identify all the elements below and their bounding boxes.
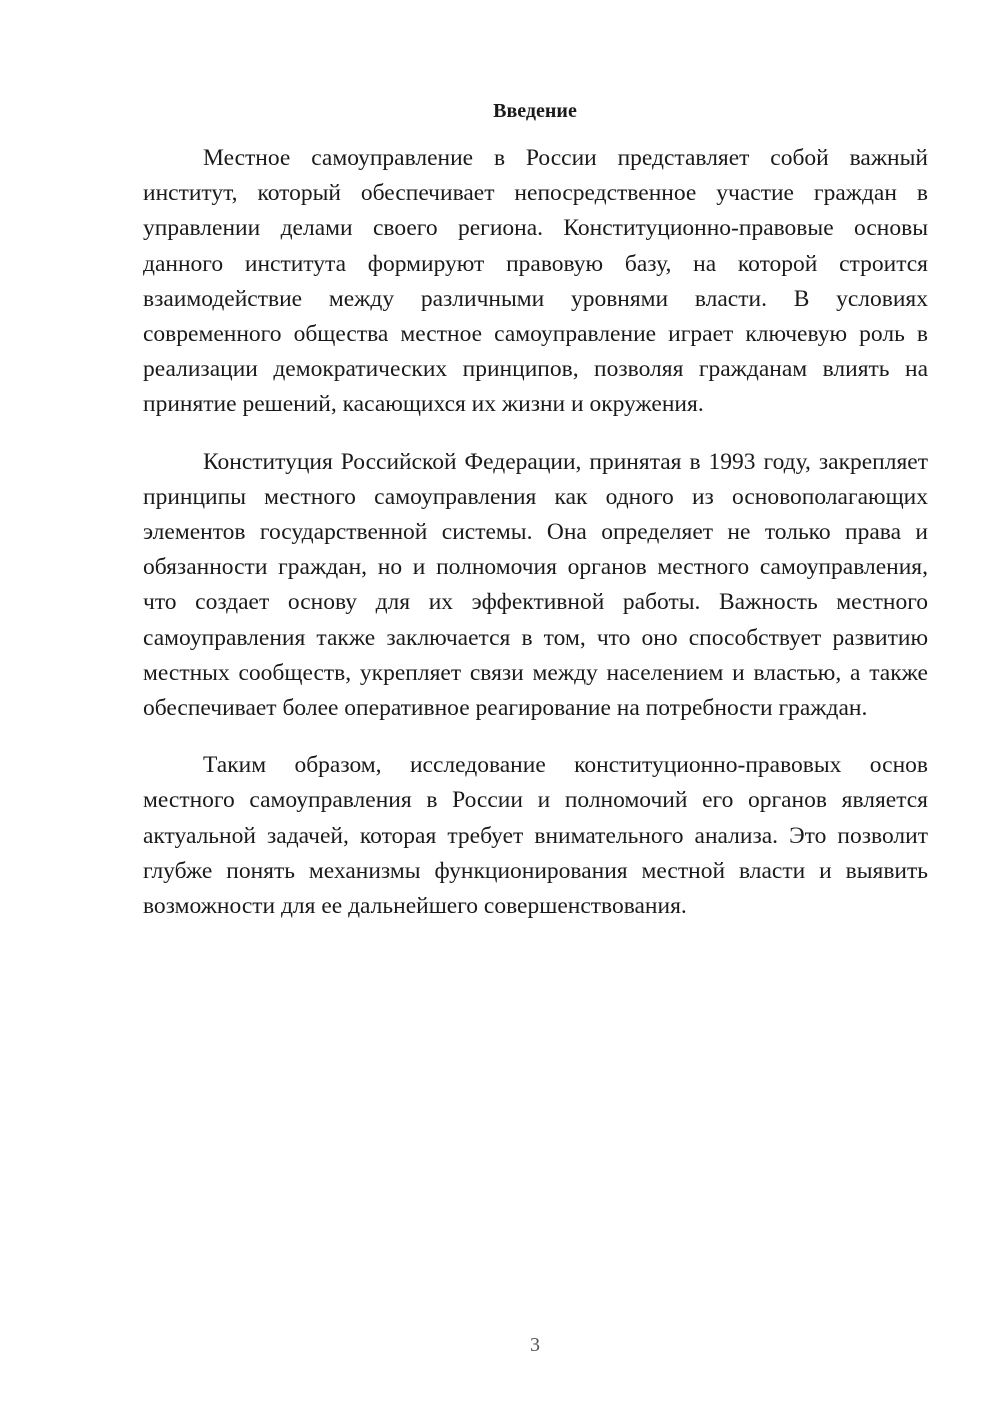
paragraph-2: Конституция Российской Федерации, принятая в 1993 году, закрепляет принципы местного самоуправления как одного из основополагающих элементов государственной системы. Она определяет не только права и обязанности граждан, но и полномочия органов местного самоуправления, что создает основу для их эффективной работы. Важность местного самоуправления также заключается в том, что оно способствует развитию местных сообществ, укрепляет связи между населением и властью, а также обеспечивает более оперативное реагирование на потребности граждан. bbox=[143, 448, 928, 722]
paragraph-1: Местное самоуправление в России представляет собой важный институт, который обеспечивает непосредственное участие граждан в управлении делами своего региона. Конституционно-правовые основы данного института формируют правовую базу, на которой строится взаимодействие между различными уровнями власти. В условиях современного общества местное самоуправление играет ключевую роль в реализации демократических принципов, позволяя гражданам влиять на принятие решений, касающихся их жизни и окружения. bbox=[143, 145, 928, 418]
section-heading: Введение bbox=[493, 100, 577, 122]
paragraph-3: Таким образом, исследование конституционно-правовых основ местного самоуправления в России и полномочий его органов является актуальной задачей, которая требует внимательного анализа. Это позволит глубже понять механизмы функционирования местной власти и выявить возможности для ее дальнейшего совершенствования. bbox=[143, 752, 928, 920]
page-number: 3 bbox=[530, 1334, 540, 1356]
body-text bbox=[143, 141, 928, 946]
